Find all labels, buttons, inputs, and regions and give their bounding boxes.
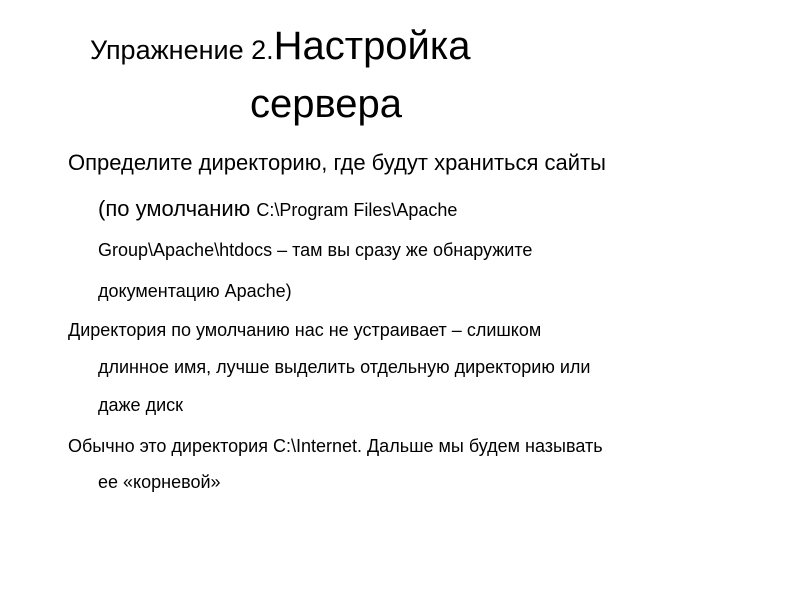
paragraph-line: [98, 196, 457, 222]
title-exercise-label: Упражнение 2.: [90, 35, 274, 65]
paragraph-line: Определите директорию, где будут храниться сайты: [68, 150, 606, 175]
path-text: C:\Program Files\Apache: [256, 200, 458, 220]
paragraph-line: даже диск: [98, 395, 183, 415]
paragraph-line: документацию Apache): [98, 281, 292, 301]
title-line-2: сервера: [250, 82, 403, 126]
title-line-1: [90, 26, 471, 66]
paragraph-line: ее «корневой»: [98, 472, 221, 492]
paragraph-text: (по умолчанию: [98, 196, 257, 221]
title-main-word: Настройка: [273, 24, 471, 68]
paragraph-line: Директория по умолчанию нас не устраивает – слишком: [68, 320, 542, 340]
paragraph-line: длинное имя, лучше выделить отдельную директорию или: [98, 357, 591, 377]
paragraph-line: Group\Apache\htdocs – там вы сразу же обнаружите: [98, 240, 533, 260]
paragraph-line: Обычно это директория C:\Internet. Дальше мы будем называть: [68, 436, 603, 456]
